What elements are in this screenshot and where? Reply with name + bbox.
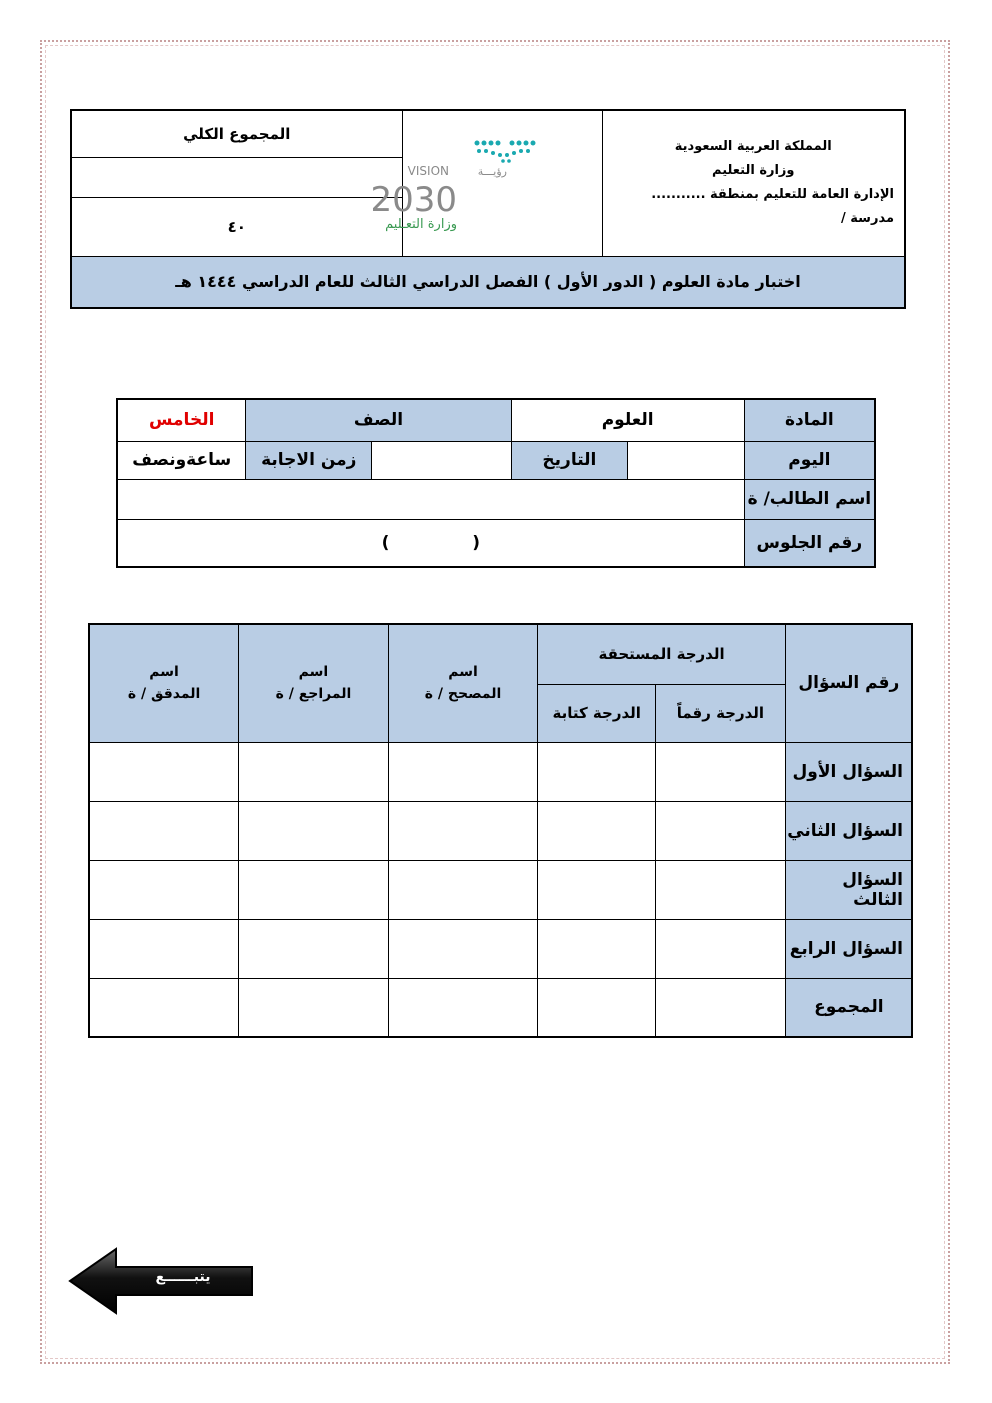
ministry-line: وزارة التعليم [712, 163, 795, 179]
exam-title: اختبار مادة العلوم ( الدور الأول ) الفصل الدراسي الثالث للعام الدراسي ١٤٤٤ هـ [71, 256, 905, 308]
grades-table [88, 623, 913, 1038]
student-name-field[interactable] [117, 479, 744, 519]
corrector-header-line2: المصحح / ة [424, 686, 502, 702]
auditor-cell[interactable] [89, 801, 239, 860]
vision-2030-logo [370, 131, 567, 233]
logo-dots [475, 141, 536, 163]
corrector-cell[interactable] [388, 978, 538, 1037]
grade-number-cell[interactable] [656, 742, 786, 801]
answer-time-label: زمن الاجابة [246, 441, 372, 479]
reviewer-cell[interactable] [239, 978, 389, 1037]
student-info-table [116, 398, 876, 568]
corrector-header-line1: اسم [448, 664, 478, 680]
grade-number-cell[interactable] [656, 860, 786, 919]
reviewer-cell[interactable] [239, 919, 389, 978]
auditor-cell[interactable] [89, 742, 239, 801]
auditor-header-line2: المدقق / ة [127, 686, 201, 702]
total-label: المجموع الكلي [72, 111, 402, 157]
seat-number-label: رقم الجلوس [744, 519, 875, 567]
student-name-label: اسم الطالب/ ة [744, 479, 875, 519]
table-row [89, 860, 912, 919]
grade-text-cell[interactable] [538, 860, 656, 919]
grade-text-header: الدرجة كتابة [538, 684, 656, 742]
directorate-line: الإدارة العامة للتعليم بمنطقة ........... [651, 187, 894, 203]
vision-text: VISION [407, 164, 449, 179]
subject-label: المادة [744, 399, 875, 441]
reviewer-cell[interactable] [239, 860, 389, 919]
admin-info-cell [602, 110, 905, 256]
row-label-q4: السؤال الرابع [785, 919, 912, 978]
subject-value: العلوم [511, 399, 744, 441]
corrector-cell[interactable] [388, 919, 538, 978]
day-label: اليوم [744, 441, 875, 479]
table-row [89, 978, 912, 1037]
auditor-header-line1: اسم [149, 664, 179, 680]
logo-cell [370, 110, 602, 256]
grade-number-cell[interactable] [656, 801, 786, 860]
answer-time-value: ساعةونصف [117, 441, 246, 479]
corrector-cell[interactable] [388, 860, 538, 919]
continue-label: يتبــــــع [155, 1269, 211, 1285]
total-blank [72, 157, 402, 197]
grade-label: الصف [246, 399, 511, 441]
school-line: مدرسة / [841, 211, 894, 227]
date-value[interactable] [372, 441, 511, 479]
total-score-cell [71, 110, 402, 256]
grade-number-cell[interactable] [656, 919, 786, 978]
corrector-header [388, 624, 538, 742]
table-row [89, 801, 912, 860]
auditor-cell[interactable] [89, 860, 239, 919]
auditor-cell[interactable] [89, 919, 239, 978]
corrector-cell[interactable] [388, 742, 538, 801]
corrector-cell[interactable] [388, 801, 538, 860]
total-score-inner [72, 111, 402, 255]
total-max: ٤٠ [227, 217, 246, 236]
row-label-q2: السؤال الثاني [785, 801, 912, 860]
grade-text-cell[interactable] [538, 801, 656, 860]
row-label-total: المجموع [785, 978, 912, 1037]
kingdom-line: المملكة العربية السعودية [674, 139, 832, 155]
grade-text-cell[interactable] [538, 742, 656, 801]
auditor-cell[interactable] [89, 978, 239, 1037]
vision-arabic-text: رؤيـــة [477, 165, 507, 179]
reviewer-cell[interactable] [239, 742, 389, 801]
question-number-header: رقم السؤال [785, 624, 912, 742]
deserved-grade-header: الدرجة المستحقة [538, 624, 785, 684]
header-table [70, 109, 906, 309]
row-label-q1: السؤال الأول [785, 742, 912, 801]
reviewer-header-line1: اسم [298, 664, 329, 680]
day-value[interactable] [628, 441, 745, 479]
row-label-q3: السؤال الثالث [785, 860, 912, 919]
ministry-logo-text: وزارة التعـليم [385, 217, 457, 233]
table-row [89, 919, 912, 978]
seat-number-field[interactable]: ( ) [117, 519, 744, 567]
auditor-header [89, 624, 239, 742]
grade-value: الخامس [117, 399, 246, 441]
grade-number-cell[interactable] [656, 978, 786, 1037]
reviewer-header [239, 624, 389, 742]
reviewer-cell[interactable] [239, 801, 389, 860]
table-row [89, 742, 912, 801]
grade-text-cell[interactable] [538, 978, 656, 1037]
grade-number-header: الدرجة رقماً [656, 684, 786, 742]
grade-text-cell[interactable] [538, 919, 656, 978]
continue-arrow[interactable] [68, 1247, 254, 1315]
year-text: 2030 [370, 180, 457, 221]
date-label: التاريخ [511, 441, 628, 479]
reviewer-header-line2: المراجع / ة [275, 686, 352, 702]
